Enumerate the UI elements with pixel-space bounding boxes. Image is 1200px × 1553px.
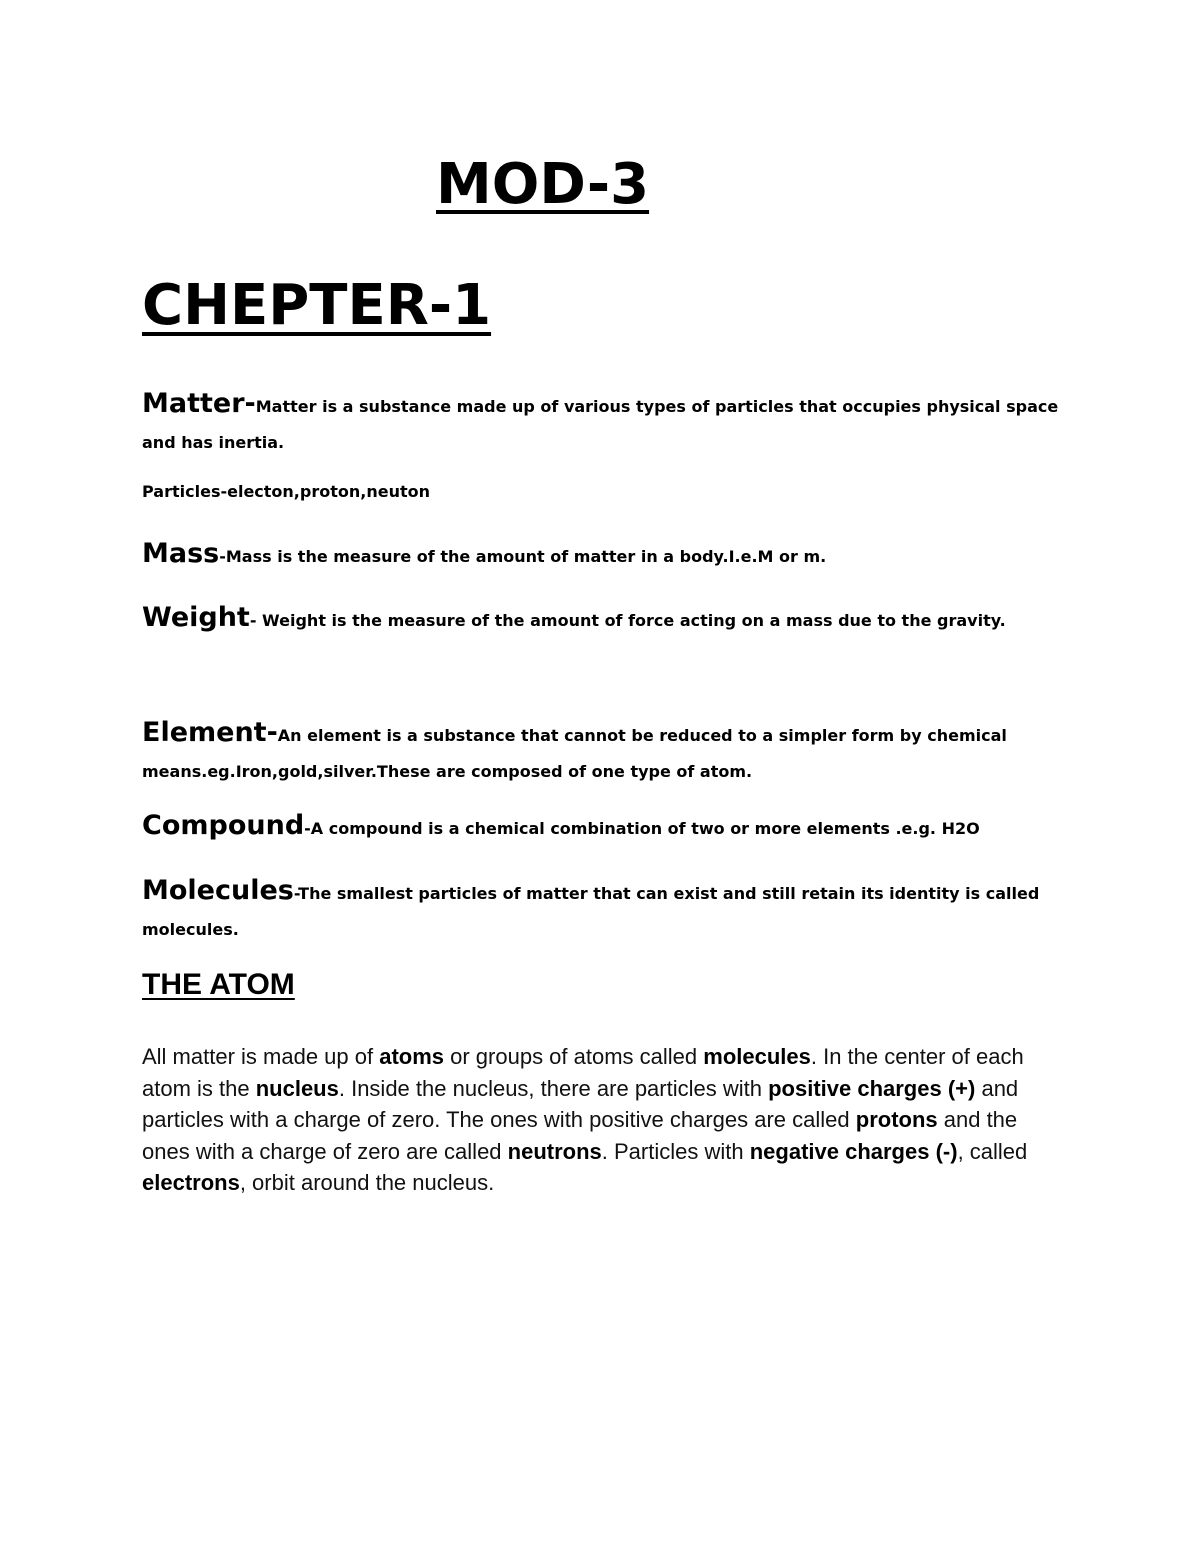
definition-molecules [142,873,1062,948]
definition-text: -The smallest particles of matter that can exist and still retain its identity is called molecules. [142,884,1040,939]
definition-term: Element- [142,717,278,748]
paragraph-text: , called [957,1138,1028,1164]
paragraph-text: . In the center of each atom is the [142,1044,1024,1101]
bold-term: molecules [703,1044,811,1069]
bold-term: nucleus [255,1075,339,1101]
chapter-title: CHEPTER-1 [142,273,492,338]
definition-term: Weight [142,602,250,633]
definition-text: -Mass is the measure of the amount of matter in a body.I.e.M or m. [219,547,827,566]
definition-mass [142,536,1062,575]
definition-term: Compound [142,810,305,841]
particles-line: Particles-electon,proton,neuton [142,482,430,501]
definition-element [142,715,1062,790]
definition-compound [142,808,1062,847]
definition-text: -A compound is a chemical combination of two or more elements .e.g. H2O [304,819,980,838]
bold-term: atoms [379,1044,445,1069]
bold-term: positive charges (+) [768,1075,976,1101]
definition-term: Mass [142,538,220,569]
paragraph-text: and the ones with a charge of zero are called [142,1107,1018,1164]
definition-text: An element is a substance that cannot be reduced to a simpler form by chemical means.eg.Iron,gold,silver.These are composed of one type of atom. [142,726,1007,781]
bold-term: electrons [142,1170,240,1196]
module-title: MOD-3 [436,152,650,217]
definition-term: Matter- [142,388,256,419]
bold-term: negative charges (-) [749,1138,958,1164]
paragraph-text: and particles with a charge of zero. The ones with positive charges are called [142,1075,1019,1133]
bold-term: neutrons [507,1138,602,1164]
definition-matter [142,386,1062,461]
section-heading-atom: THE ATOM [142,968,295,1001]
atom-paragraph [142,1041,1042,1199]
definition-weight [142,600,1062,639]
definition-text: - Weight is the measure of the amount of force acting on a mass due to the gravity. [249,611,1006,630]
definition-text: Matter is a substance made up of various types of particles that occupies physical space and has inertia. [142,397,1059,452]
paragraph-text: . Inside the nucleus, there are particles with [338,1075,769,1101]
definition-term: Molecules [142,875,294,906]
bold-term: protons [855,1107,938,1133]
paragraph-text: . Particles with [601,1138,750,1164]
paragraph-text: All matter is made up of [142,1044,380,1069]
paragraph-text: or groups of atoms called [444,1044,704,1069]
paragraph-text: , orbit around the nucleus. [239,1170,495,1196]
